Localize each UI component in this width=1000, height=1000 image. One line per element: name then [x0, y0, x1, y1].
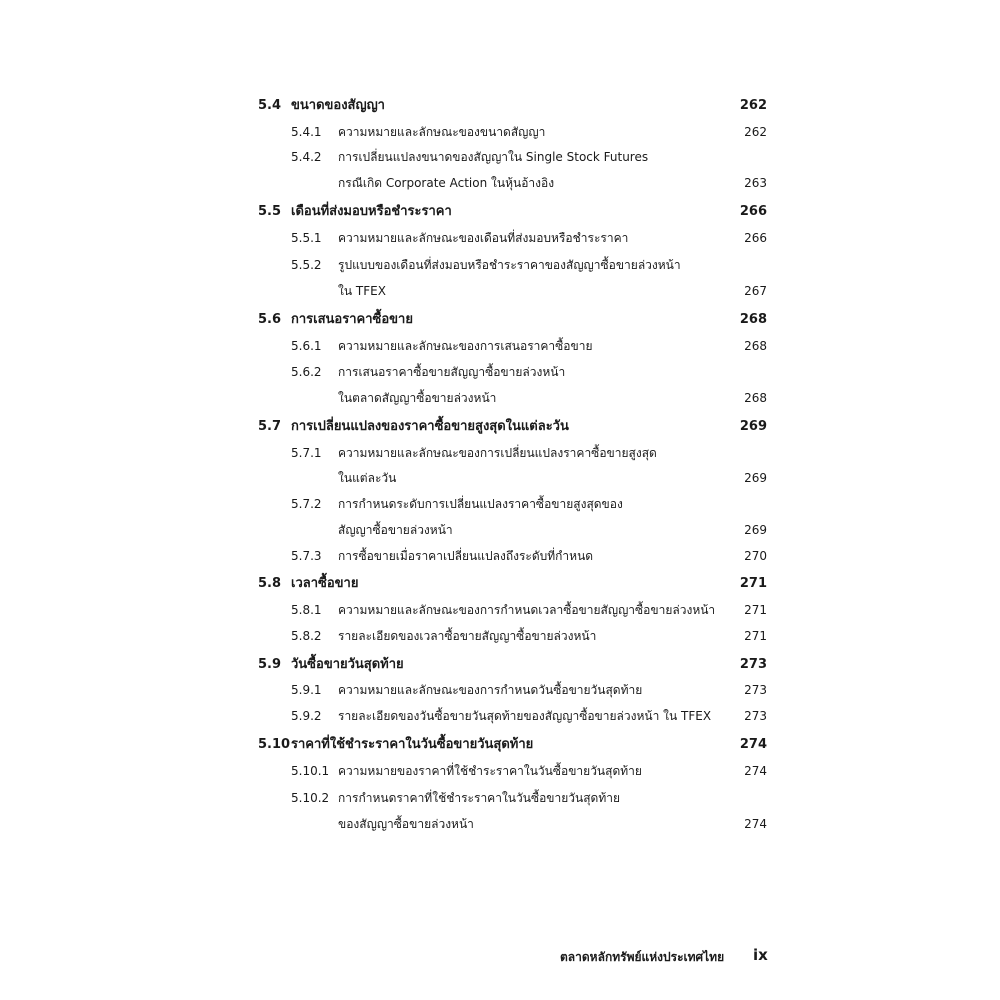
- subsection-number: 5.4.1: [291, 125, 322, 139]
- section-number: 5.6: [258, 312, 282, 327]
- subsection-page: 273: [744, 683, 767, 697]
- subsection-title-continued: ของสัญญาซื้อขายล่วงหน้า: [338, 817, 474, 831]
- section-title: การเสนอราคาซื้อขาย: [291, 312, 413, 327]
- subsection-title: ความหมายและลักษณะของการเปลี่ยนแปลงราคาซื้อขายสูงสุด: [338, 446, 657, 460]
- toc-subsection-continuation: [0, 281, 1000, 307]
- subsection-number: 5.10.2: [291, 791, 330, 805]
- subsection-title: ความหมายและลักษณะของเดือนที่ส่งมอบหรือชำระราคา: [338, 231, 629, 245]
- subsection-number: 5.7.1: [291, 446, 322, 460]
- toc-subsection-continuation: [0, 173, 1000, 199]
- subsection-page: 268: [744, 339, 767, 353]
- subsection-title-continued: ในตลาดสัญญาซื้อขายล่วงหน้า: [338, 391, 497, 405]
- subsection-page: 269: [744, 523, 767, 537]
- section-page: 271: [739, 576, 767, 591]
- toc-subsection-continuation: [0, 520, 1000, 546]
- subsection-page: 271: [744, 629, 767, 643]
- subsection-number: 5.9.1: [291, 683, 322, 697]
- subsection-title: การเสนอราคาซื้อขายสัญญาซื้อขายล่วงหน้า: [338, 365, 566, 379]
- toc-subsection-row: [0, 443, 1000, 469]
- subsection-title: รายละเอียดของวันซื้อขายวันสุดท้ายของสัญญาซื้อขายล่วงหน้า ใน TFEX: [338, 709, 712, 723]
- section-title: เวลาซื้อขาย: [291, 576, 359, 591]
- toc-subsection-continuation: [0, 468, 1000, 494]
- subsection-number: 5.5.2: [291, 258, 322, 272]
- subsection-number: 5.8.1: [291, 603, 322, 617]
- section-number: 5.5: [258, 204, 282, 219]
- toc-subsection-continuation: [0, 388, 1000, 414]
- subsection-page: 269: [744, 471, 767, 485]
- subsection-title: การกำหนดระดับการเปลี่ยนแปลงราคาซื้อขายสูงสุดของ: [338, 497, 623, 511]
- section-page: 269: [739, 419, 767, 434]
- toc-subsection-row: [0, 626, 1000, 652]
- toc-subsection-row: [0, 761, 1000, 787]
- subsection-page: 274: [744, 764, 767, 778]
- subsection-title-continued: กรณีเกิด Corporate Action ในหุ้นอ้างอิง: [338, 176, 555, 190]
- toc-subsection-row: [0, 546, 1000, 572]
- toc-subsection-row: [0, 362, 1000, 388]
- toc-subsection-row: [0, 680, 1000, 706]
- section-title: เดือนที่ส่งมอบหรือชำระราคา: [291, 204, 452, 219]
- subsection-title: ความหมายและลักษณะของขนาดสัญญา: [338, 125, 546, 139]
- subsection-page: 270: [744, 549, 767, 563]
- subsection-number: 5.7.3: [291, 549, 322, 563]
- subsection-title-continued: สัญญาซื้อขายล่วงหน้า: [338, 523, 453, 537]
- subsection-page: 268: [744, 391, 767, 405]
- subsection-page: 267: [744, 284, 767, 298]
- subsection-title-continued: ในแต่ละวัน: [338, 471, 397, 485]
- subsection-title: ความหมายและลักษณะของการเสนอราคาซื้อขาย: [338, 339, 593, 353]
- subsection-number: 5.9.2: [291, 709, 322, 723]
- subsection-page: 263: [744, 176, 767, 190]
- section-page: 274: [739, 737, 767, 752]
- subsection-page: 266: [744, 231, 767, 245]
- subsection-title: ความหมายของราคาที่ใช้ชำระราคาในวันซื้อขายวันสุดท้าย: [338, 764, 642, 778]
- subsection-page: 274: [744, 817, 767, 831]
- subsection-title: การเปลี่ยนแปลงขนาดของสัญญาใน Single Stock Futures: [338, 150, 649, 164]
- toc-subsection-row: [0, 600, 1000, 626]
- toc-section-row: [0, 202, 1000, 228]
- section-page: 268: [739, 312, 767, 327]
- subsection-title-continued: ใน TFEX: [338, 284, 386, 298]
- section-number: 5.8: [258, 576, 282, 591]
- subsection-title: การซื้อขายเมื่อราคาเปลี่ยนแปลงถึงระดับที่กำหนด: [338, 549, 594, 563]
- toc-subsection-continuation: [0, 814, 1000, 840]
- section-title: การเปลี่ยนแปลงของราคาซื้อขายสูงสุดในแต่ละวัน: [291, 419, 569, 434]
- section-number: 5.7: [258, 419, 282, 434]
- toc-subsection-row: [0, 494, 1000, 520]
- toc-subsection-row: [0, 228, 1000, 254]
- subsection-page: 273: [744, 709, 767, 723]
- toc-section-row: [0, 735, 1000, 761]
- toc-section-row: [0, 655, 1000, 681]
- section-title: ราคาที่ใช้ชำระราคาในวันซื้อขายวันสุดท้าย: [291, 737, 534, 752]
- subsection-number: 5.8.2: [291, 629, 322, 643]
- subsection-title: รายละเอียดของเวลาซื้อขายสัญญาซื้อขายล่วงหน้า: [338, 629, 597, 643]
- section-title: วันซื้อขายวันสุดท้าย: [291, 657, 404, 672]
- subsection-number: 5.6.2: [291, 365, 322, 379]
- subsection-number: 5.7.2: [291, 497, 322, 511]
- toc-subsection-row: [0, 336, 1000, 362]
- section-page: 266: [739, 204, 767, 219]
- toc-subsection-row: [0, 788, 1000, 814]
- subsection-page: 271: [744, 603, 767, 617]
- toc-subsection-row: [0, 706, 1000, 732]
- subsection-number: 5.10.1: [291, 764, 330, 778]
- section-number: 5.4: [258, 98, 282, 113]
- footer-publisher: ตลาดหลักทรัพย์แห่งประเทศไทย: [560, 950, 725, 964]
- section-title: ขนาดของสัญญา: [291, 98, 385, 113]
- section-page: 273: [739, 657, 767, 672]
- toc-subsection-row: [0, 122, 1000, 148]
- toc-section-row: [0, 417, 1000, 443]
- section-number: 5.9: [258, 657, 282, 672]
- subsection-number: 5.5.1: [291, 231, 322, 245]
- subsection-title: ความหมายและลักษณะของการกำหนดเวลาซื้อขายสัญญาซื้อขายล่วงหน้า: [338, 603, 716, 617]
- subsection-title: ความหมายและลักษณะของการกำหนดวันซื้อขายวันสุดท้าย: [338, 683, 643, 697]
- toc-section-row: [0, 310, 1000, 336]
- subsection-number: 5.6.1: [291, 339, 322, 353]
- section-number: 5.10: [258, 737, 291, 752]
- toc-section-row: [0, 574, 1000, 600]
- footer-page-number: ix: [753, 946, 768, 964]
- subsection-title: การกำหนดราคาที่ใช้ชำระราคาในวันซื้อขายวันสุดท้าย: [338, 791, 621, 805]
- subsection-number: 5.4.2: [291, 150, 322, 164]
- section-page: 262: [739, 98, 767, 113]
- toc-subsection-row: [0, 147, 1000, 173]
- subsection-title: รูปแบบของเดือนที่ส่งมอบหรือชำระราคาของสัญญาซื้อขายล่วงหน้า: [338, 258, 681, 272]
- toc-section-row: [0, 96, 1000, 122]
- subsection-page: 262: [744, 125, 767, 139]
- toc-subsection-row: [0, 255, 1000, 281]
